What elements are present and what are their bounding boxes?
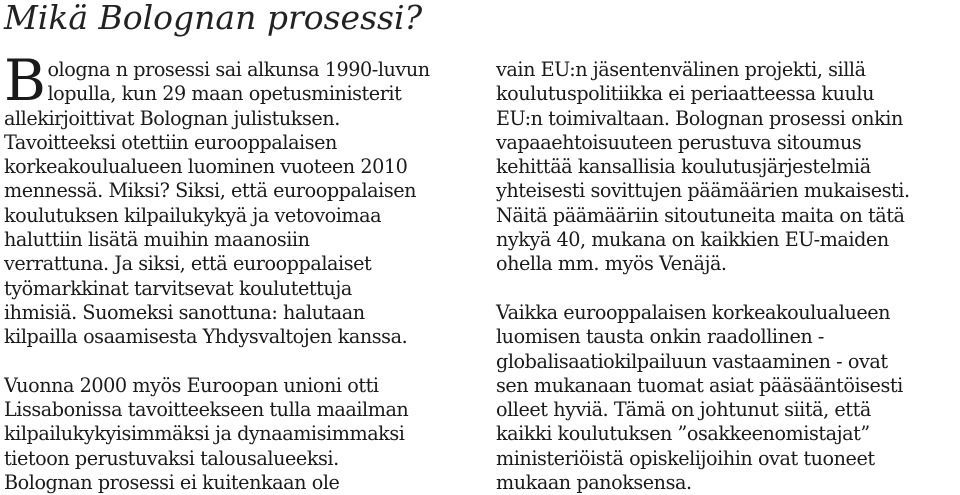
text-line: Tavoitteeksi otettiin eurooppalaisen (4, 130, 337, 154)
text-line: Bolognan prosessi ei kuitenkaan ole (4, 471, 340, 495)
text-line: Vuonna 2000 myös Euroopan unioni otti (4, 373, 379, 397)
left-paragraph-1 (4, 48, 474, 350)
text-line: haluttiin lisätä muihin maanosiin (4, 228, 310, 252)
right-column (496, 58, 960, 495)
text-line: ohella mm. myös Venäjä. (496, 252, 727, 276)
text-line: nykyä 40, mukana on kaikkien EU-maiden (496, 228, 889, 252)
text-line: EU:n toimivaltaan. Bolognan prosessi onkin (496, 106, 903, 130)
text-line: koulutuspolitiikka ei periaatteessa kuulu (496, 82, 874, 106)
text-line: Näitä päämääriin sitoutuneita maita on tätä (496, 203, 905, 227)
text-line: mennessä. Miksi? Siksi, että eurooppalaisen (4, 179, 417, 203)
text-line: ologna n prosessi sai alkunsa 1990-luvun (47, 58, 430, 81)
text-line: kaikki koulutuksen ”osakkeenomistajat” (496, 422, 870, 446)
text-line: kilpailukykyisimmäksi ja dynaamisimmaksi (4, 422, 405, 446)
text-line: globalisaatiokilpailuun vastaaminen - ovat (496, 349, 888, 373)
text-line: Lissabonissa tavoitteekseen tulla maailman (4, 398, 409, 422)
paragraph-gap (4, 350, 474, 374)
text-line: verrattuna. Ja siksi, että eurooppalaiset (4, 252, 372, 276)
text-line: lopulla, kun 29 maan opetusministerit (47, 82, 402, 106)
text-line: sen mukanaan tuomat asiat pääsääntöisesti (496, 373, 903, 397)
text-line: yhteisesti sovittujen päämäärien mukaisesti. (496, 179, 910, 203)
text-line: kilpailla osaamisesta Yhdysvaltojen kanssa. (4, 325, 408, 349)
left-paragraph-2 (4, 374, 474, 495)
left-column (4, 48, 474, 495)
text-line: vapaaehtoisuuteen perustuva sitoumus (496, 130, 862, 154)
dropcap-letter: B (4, 48, 46, 114)
text-line: ministeriöistä opiskelijoihin ovat tuoneet (496, 446, 875, 470)
text-line: korkeakoulualueen luominen vuoteen 2010 (4, 155, 408, 179)
text-line: ihmisiä. Suomeksi sanottuna: halutaan (4, 300, 365, 324)
text-line: olleet hyviä. Tämä on johtunut siitä, että (496, 398, 871, 422)
text-line: luomisen tausta onkin raadollinen - (496, 325, 824, 349)
text-line: Vaikka eurooppalaisen korkeakoulualueen (496, 300, 891, 324)
text-line: vain EU:n jäsentenvälinen projekti, sillä (496, 58, 866, 81)
text-line: työmarkkinat tarvitsevat koulutettuja (4, 276, 352, 300)
paragraph-gap (496, 277, 960, 301)
right-paragraph-1 (496, 58, 960, 277)
page-title: Mikä Bolognan prosessi? (4, 0, 423, 37)
text-line: tietoon perustuvaksi talousalueeksi. (4, 446, 339, 470)
text-line: kehittää kansallisia koulutusjärjestelmiä (496, 155, 871, 179)
text-line: koulutuksen kilpailukykyä ja vetovoimaa (4, 203, 382, 227)
right-paragraph-2 (496, 301, 960, 495)
text-line: allekirjoittivat Bolognan julistuksen. (4, 106, 340, 130)
text-line: mukaan panoksensa. (496, 471, 692, 495)
